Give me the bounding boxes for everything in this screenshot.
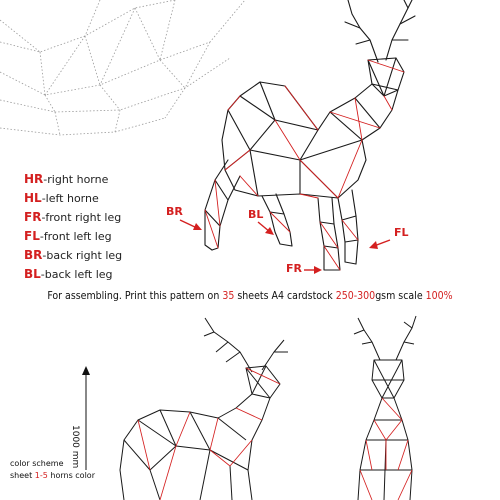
print-instructions: For assembling. Print this pattern on 35 sheets A4 cardstock 250-300gsm scale 100% bbox=[47, 290, 453, 302]
color-scheme-title: color scheme bbox=[10, 459, 64, 468]
legend-item-br: BR-back right leg bbox=[24, 248, 123, 262]
callout-label-fr: FR bbox=[286, 262, 302, 275]
deer-front-view bbox=[354, 316, 416, 500]
part-legend bbox=[24, 170, 122, 284]
legend-item-bl: BL-back left leg bbox=[24, 267, 113, 281]
callout-label-bl: BL bbox=[248, 208, 264, 221]
legend-item-fl: FL-front left leg bbox=[24, 229, 112, 243]
callout-label-br: BR bbox=[166, 205, 183, 218]
unfolded-pattern-preview bbox=[0, 0, 245, 135]
height-dimension-label: 1000 mm bbox=[70, 425, 80, 469]
deer-side-view bbox=[120, 318, 288, 500]
color-scheme-note bbox=[10, 458, 95, 482]
dimension-arrow bbox=[82, 366, 90, 470]
deer-main-model bbox=[205, 0, 415, 270]
callout-label-fl: FL bbox=[394, 226, 409, 239]
color-scheme-line: sheet 1-5 horns color bbox=[10, 471, 95, 480]
legend-item-fr: FR-front right leg bbox=[24, 210, 122, 224]
legend-item-hr: HR-right horne bbox=[24, 172, 109, 186]
legend-item-hl: HL-left horne bbox=[24, 191, 99, 205]
